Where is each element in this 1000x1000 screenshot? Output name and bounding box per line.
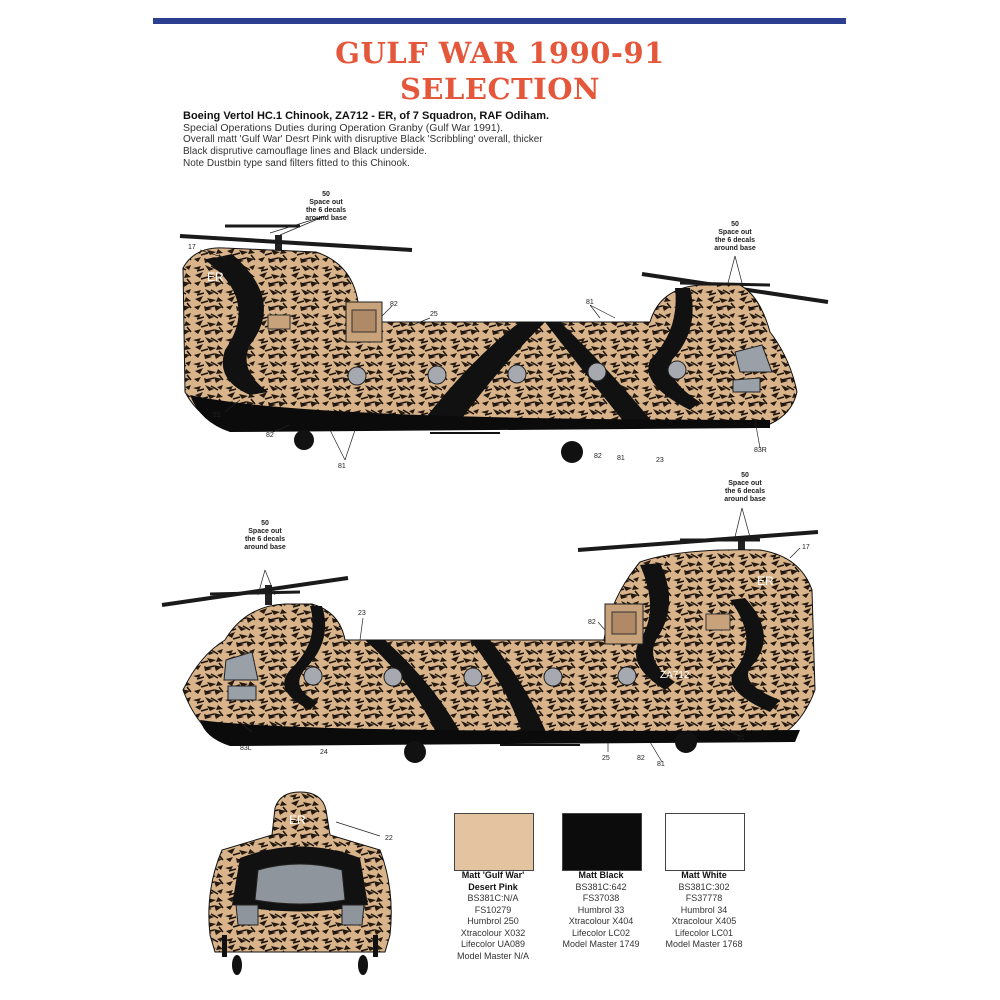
callout-label: around base [305,215,347,222]
callout-label: 21 [213,412,221,419]
callout-label: 81 [338,463,346,470]
swatch-spec: BS381C:642 [575,881,627,892]
swatch-desert-pink [454,813,534,871]
callout-label: 50 [731,221,739,228]
swatch-spec: FS10279 [474,904,512,915]
callout-label: 82 [637,755,645,762]
swatch-spec: Lifecolor UA089 [460,939,526,949]
swatch-spec: Lifecolor LC02 [571,927,631,938]
helicopter-front-view [209,792,391,975]
callout-label: the 6 decals [714,237,756,244]
serial-marking: ZA712 [660,670,690,681]
swatch-matt-white [665,813,745,871]
callout-label: around base [714,245,756,252]
swatch-name: Desert Pink [468,881,518,892]
callout-label: 23 [656,457,664,464]
page-subtitle: SELECTION [399,72,601,106]
callout-label: 81 [586,299,594,306]
callout-label: the 6 decals [244,536,286,543]
swatch-spec: Xtracolour X405 [671,916,737,926]
callout-label: 22 [385,835,393,842]
callout-label: 25 [602,755,610,762]
swatch-name: Matt Black [578,870,624,880]
swatch-spec: Humbrol 34 [680,904,728,915]
callout-label: Space out [728,480,762,487]
callout-label: the 6 decals [305,207,347,214]
callout-label: 50 [261,520,269,527]
swatch-info-matt-white [649,870,759,951]
callout-label: 81 [617,455,625,462]
callout-label: 81 [657,761,665,768]
callout-label: 24 [320,749,328,756]
code-marking: ER [207,270,224,284]
helicopter-left-profile [180,226,828,463]
swatch-spec: Model Master 1768 [665,939,743,949]
code-marking: ER [757,574,774,588]
callout-label: 82 [390,301,398,308]
callout-label: 82 [266,432,274,439]
callout-label: 17 [188,244,196,251]
callout-label: 82 [594,453,602,460]
callout-label: Space out [309,199,343,206]
callout-label: 17 [802,544,810,551]
callout-label: Space out [248,528,282,535]
callout-label: Space out [718,229,752,236]
callout-label: around base [244,544,286,551]
callout-label: the 6 decals [724,488,766,495]
swatch-info-desert-pink [438,870,548,962]
swatch-matt-black [562,813,642,871]
callouts-front-view [385,835,393,842]
swatch-spec: Xtracolour X032 [460,927,526,938]
callout-label: 50 [741,472,749,479]
swatch-spec: Humbrol 33 [577,904,625,915]
swatch-spec: BS381C:N/A [467,893,519,903]
swatch-spec: Xtracolour X404 [568,916,634,926]
callout-label: 23 [358,610,366,617]
code-marking: ER [289,813,306,827]
helicopter-right-profile [162,532,818,763]
swatch-spec: FS37778 [685,893,723,903]
description-line: Overall matt 'Gulf War' Desrt Pink with disruptive Black 'Scribbling' overall, thicker [183,134,543,145]
callout-label: 83R [754,447,767,454]
callout-label: 25 [430,311,438,318]
callout-label: 82 [588,619,596,626]
callout-label: 83L [240,745,252,752]
description-line: Note Dustbin type sand filters fitted to this Chinook. [183,158,410,169]
callout-label: 50 [322,191,330,198]
swatch-name: Matt 'Gulf War' [461,870,525,880]
swatch-name: Matt White [681,870,727,880]
callout-label: 21 [737,735,745,742]
description-heading: Boeing Vertol HC.1 Chinook, ZA712 - ER, of 7 Squadron, RAF Odiham. [183,110,550,122]
swatch-spec: Humbrol 250 [467,916,519,926]
page-title: GULF WAR 1990-91 [335,36,665,70]
swatch-spec: Model Master 1749 [562,939,640,949]
swatch-spec: Lifecolor LC01 [674,927,734,938]
swatch-spec: Model Master N/A [456,950,530,961]
swatch-spec: BS381C:302 [678,881,730,892]
swatch-info-matt-black [546,870,656,951]
description-subheading: Special Operations Duties during Operation Granby (Gulf War 1991). [183,122,504,134]
swatch-spec: FS37038 [582,893,620,903]
callout-label: around base [724,496,766,503]
description-line: Black disprutive camouflage lines and Black underside. [183,146,428,157]
